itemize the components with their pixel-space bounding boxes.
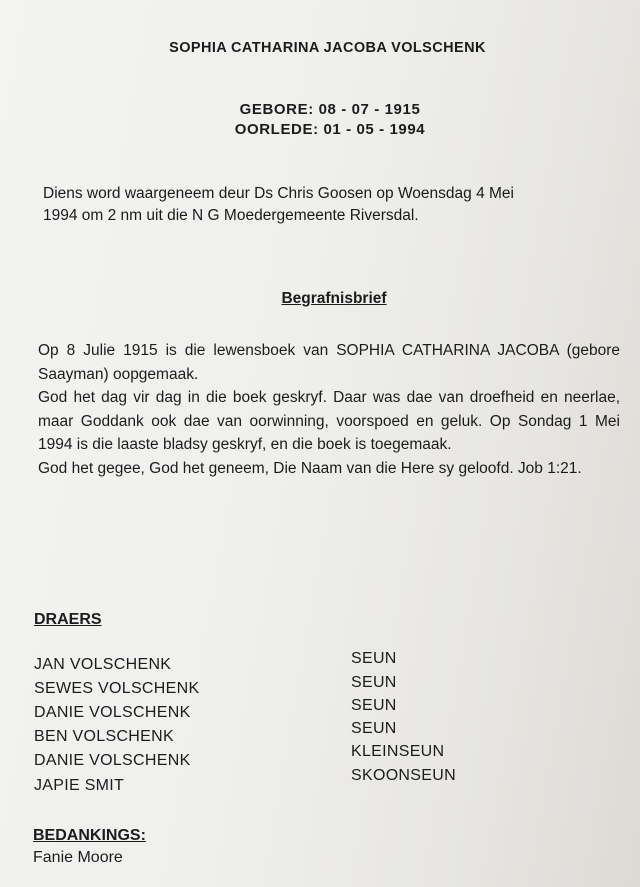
bearer-name: BEN VOLSCHENK <box>34 728 174 745</box>
death-date: OORLEDE: 01 - 05 - 1994 <box>234 121 426 138</box>
service-line-2: 1994 om 2 nm uit die N G Moedergemeente Riversdal. <box>43 207 419 224</box>
bearer-relation: SEUN <box>351 720 397 737</box>
thanks-heading: BEDANKINGS: <box>33 827 146 844</box>
bearer-relation: KLEINSEUN <box>351 743 445 760</box>
birth-date: GEBORE: 08 - 07 - 1915 <box>239 101 421 118</box>
bearer-name: JAPIE SMIT <box>34 777 125 794</box>
bearers-heading: DRAERS <box>34 611 102 628</box>
bearer-name: JAN VOLSCHENK <box>34 656 172 673</box>
service-line-1: Diens word waargeneem deur Ds Chris Goosen op Woensdag 4 Mei <box>43 185 514 202</box>
bearer-name: SEWES VOLSCHENK <box>34 680 200 697</box>
bearer-relation: SEUN <box>351 650 397 667</box>
letter-paragraph-2: God het dag vir dag in die boek geskryf. Daar was dae van droefheid en neerlae, maar Goddank ook dae van oorwinning, voorspoed en geluk. Op Sondag 1 Mei 1994 is die laaste bladsy geskryf, en die boek is toegemaak. <box>38 389 620 453</box>
thanks-name: Fanie Moore <box>33 849 123 866</box>
deceased-name: SOPHIA CATHARINA JACOBA VOLSCHENK <box>169 40 486 56</box>
bearer-relation: SEUN <box>351 697 397 714</box>
letter-paragraph-3: God het gegee, God het geneem, Die Naam van die Here sy geloofd. Job 1:21. <box>38 459 582 477</box>
bearer-relation: SEUN <box>351 674 397 691</box>
letter-paragraph-1: Op 8 Julie 1915 is die lewensboek van SOPHIA CATHARINA JACOBA (gebore Saayman) oopgemaak. <box>38 342 620 383</box>
bearer-name: DANIE VOLSCHENK <box>34 752 191 769</box>
bearer-name: DANIE VOLSCHENK <box>34 704 191 721</box>
letter-body <box>38 339 620 480</box>
letter-heading: Begrafnisbrief <box>281 290 387 307</box>
bearer-relation: SKOONSEUN <box>351 767 456 784</box>
